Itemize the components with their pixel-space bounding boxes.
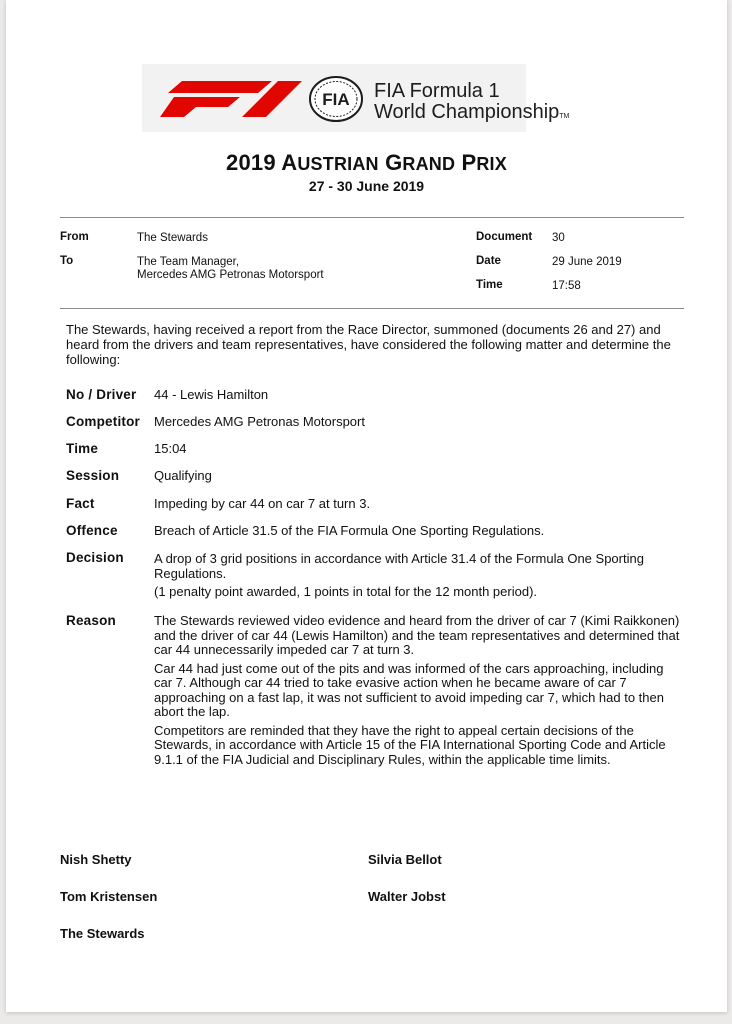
penalty-points-note: (1 penalty point awarded, 1 points in total for the 12 month period). (154, 584, 538, 599)
fact-label: Fact (66, 496, 95, 511)
reason-text (154, 614, 682, 771)
decision-label: Decision (66, 550, 124, 565)
date-label: Date (476, 255, 501, 267)
from-value: The Stewards (137, 232, 208, 244)
offence-value: Breach of Article 31.5 of the FIA Formula One Sporting Regulations. (154, 523, 545, 538)
fact-value: Impeding by car 44 on car 7 at turn 3. (154, 496, 371, 511)
appeal-rights-paragraph: Competitors are reminded that they have the right to appeal certain decisions of the Stewards, in accordance with Article 15 of the FIA International Sporting Code and Article 9.1.1 of the FIA Judicial and Disciplinary Rules, within the applicable time limits. (154, 722, 666, 767)
session-label: Session (66, 468, 120, 483)
f1-logo-icon (160, 81, 302, 117)
incident-time-label: Time (66, 441, 99, 456)
to-value-line2: Mercedes AMG Petronas Motorsport (137, 269, 324, 281)
trademark: TM (559, 113, 570, 120)
event-dates: 27 - 30 June 2019 (308, 178, 425, 194)
document-page (6, 0, 727, 1012)
document-title: 2019 AUSTRIAN GRAND PRIX (226, 150, 507, 175)
driver-label: No / Driver (66, 387, 137, 402)
reason-paragraph-1: The Stewards reviewed video evidence and heard from the driver of car 7 (Kimi Raikkonen) and the driver of car 44 (Lewis Hamilton) and the team representatives and determined that car 44 unnecessarily impeded car 7 at turn 3. (154, 613, 680, 657)
stewards-footer: The Stewards (60, 926, 145, 941)
steward-signature-2: Silvia Bellot (368, 852, 442, 867)
document-number: 30 (552, 232, 565, 244)
to-label: To (60, 255, 74, 267)
steward-signature-1: Nish Shetty (60, 852, 132, 867)
incident-time-value: 15:04 (154, 441, 187, 456)
svg-text:FIA: FIA (322, 90, 350, 109)
date-value: 29 June 2019 (552, 256, 622, 268)
steward-signature-3: Tom Kristensen (60, 889, 158, 904)
to-value-line1: The Team Manager, (137, 256, 240, 268)
header-logo (142, 64, 570, 132)
bottom-divider (60, 308, 684, 309)
session-value: Qualifying (154, 468, 212, 483)
steward-signature-4: Walter Jobst (368, 889, 446, 904)
from-label: From (60, 231, 89, 243)
fia-badge-icon (309, 76, 363, 122)
decision-paragraph: A drop of 3 grid positions in accordance with Article 31.4 of the Formula One Sporting Regulations. (154, 551, 644, 581)
intro-paragraph: The Stewards, having received a report from the Race Director, summoned (documents 26 and 27) and heard from the drivers and team representatives, have considered the following matter and determine the following: (66, 322, 671, 367)
time-value: 17:58 (552, 280, 581, 292)
offence-label: Offence (66, 523, 118, 538)
competitor-label: Competitor (66, 414, 140, 429)
competitor-value: Mercedes AMG Petronas Motorsport (154, 414, 365, 429)
championship-name (374, 81, 569, 127)
logo-line2: World Championship (374, 101, 560, 123)
reason-label: Reason (66, 613, 116, 628)
decision-text (154, 552, 682, 604)
reason-paragraph-2: Car 44 had just come out of the pits and was informed of the cars approaching, including car 7. Although car 44 tried to take evasive action when he became aware of car 7 approaching on a fast lap, it was not sufficient to avoid impeding car 7, which had to then abort the lap. (154, 660, 664, 719)
driver-value: 44 - Lewis Hamilton (154, 387, 269, 402)
time-label: Time (476, 279, 503, 291)
top-divider (60, 217, 684, 218)
document-label: Document (476, 231, 533, 243)
logo-line1: FIA Formula 1 (374, 80, 500, 102)
